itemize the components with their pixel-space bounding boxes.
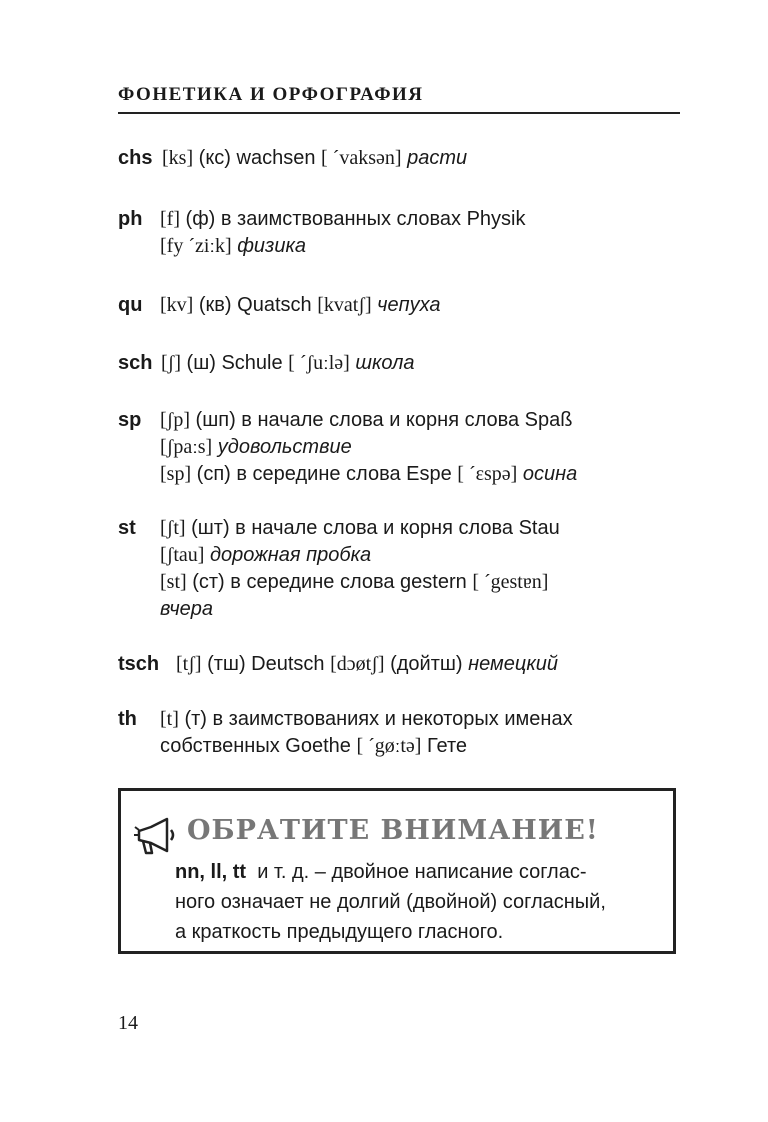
entry-line: вчера [160, 598, 214, 620]
header-rule [118, 112, 680, 114]
entry-line: [f] (ф) в заимствованных словах Physik [160, 208, 526, 230]
entry-line: собственных Goethe [ ˊgøːtə] Гете [160, 735, 468, 757]
entry-line: [sp] (сп) в середине слова Espe [ ˊɛspə] осина [160, 463, 578, 485]
entry-key: sch [118, 352, 153, 374]
entry-line: [ʃ] (ш) Schule [ ˊʃuːlə] школа [161, 352, 415, 374]
note-box [118, 788, 676, 954]
entry-line: [kv] (кв) Quatsch [kvatʃ] чепуха [160, 294, 441, 316]
entry-key: sp [118, 409, 142, 431]
entry-line: [fy ˊziːk] физика [160, 235, 307, 257]
entry-line: [ʃp] (шп) в начале слова и корня слова Spaß [160, 409, 573, 431]
entry-line: [st] (ст) в середине слова gestern [ ˊgestɐn] [160, 571, 549, 593]
note-title: ОБРАТИТЕ ВНИМАНИЕ! [187, 815, 599, 846]
entry-line: [tʃ] (тш) Deutsch [dɔøtʃ] (дойтш) немецкий [176, 653, 559, 675]
entry-key: ph [118, 208, 143, 230]
page-header: ФОНЕТИКА И ОРФОГРАФИЯ [118, 84, 424, 105]
note-text: nn, ll, tt и т. д. – двойное написание соглас- ного означает не долгий (двойной) согласный, а краткость предыдущего гласного. [175, 861, 606, 943]
megaphone-icon [131, 813, 177, 859]
entry-line: [t] (т) в заимствованиях и некоторых именах [160, 708, 573, 730]
entry-line: [ʃtau] дорожная пробка [160, 544, 372, 566]
entry-key: chs [118, 147, 153, 169]
entry-line: [ks] (кс) wachsen [ ˊvaksən] расти [162, 147, 468, 169]
entry-line: [ʃt] (шт) в начале слова и корня слова Stau [160, 517, 560, 539]
page-number: 14 [118, 1012, 138, 1034]
entry-key: qu [118, 294, 143, 316]
entry-key: tsch [118, 653, 160, 675]
entry-key: th [118, 708, 137, 730]
entry-key: st [118, 517, 136, 539]
entry-line: [ʃpaːs] удовольствие [160, 436, 352, 458]
